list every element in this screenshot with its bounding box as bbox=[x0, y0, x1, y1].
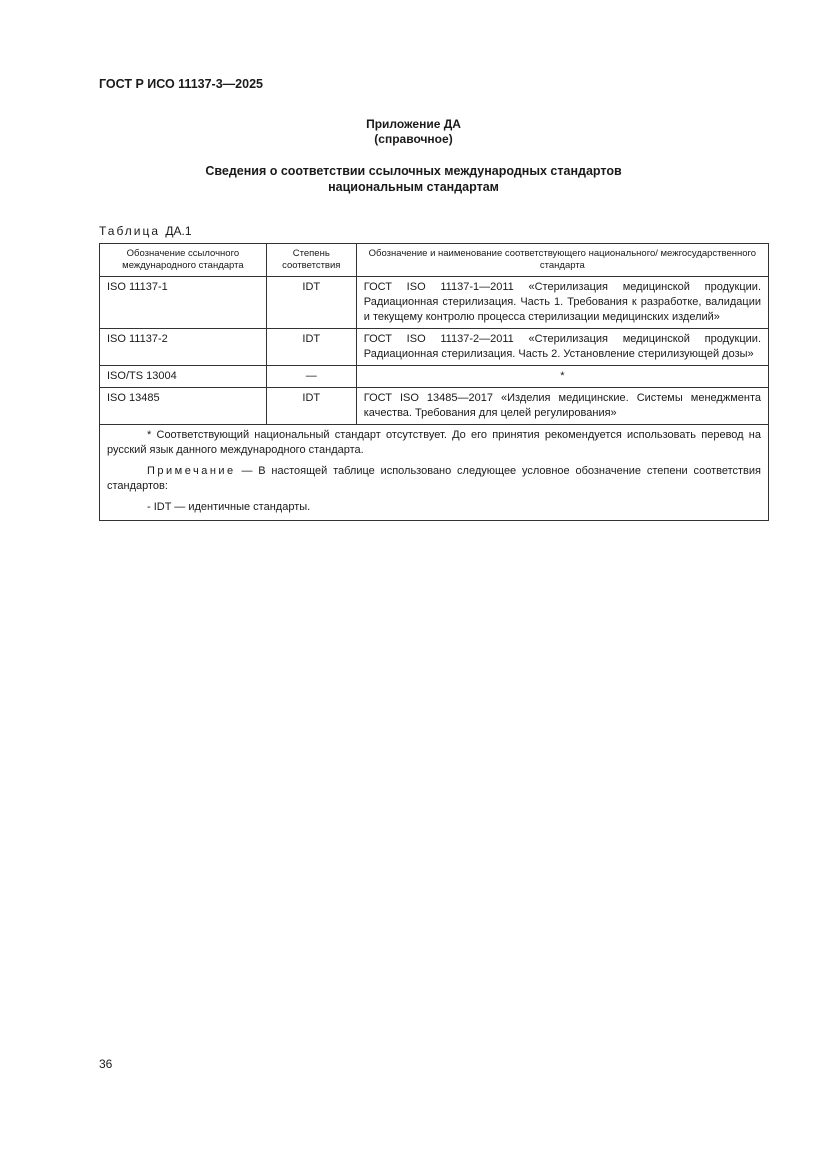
cell-degree: IDT bbox=[266, 329, 356, 366]
cell-reference: ISO 13485 bbox=[100, 388, 267, 425]
cell-reference: ISO 11137-1 bbox=[100, 277, 267, 329]
cell-degree: — bbox=[266, 366, 356, 388]
cell-national: ГОСТ ISO 11137-2—2011 «Стерилизация медицинской продукции. Радиационная стерилизация. Часть 2. Установление стерилизующей дозы» bbox=[356, 329, 768, 366]
table-row bbox=[100, 366, 769, 388]
table-footer-row bbox=[100, 425, 769, 521]
cell-national: ГОСТ ISO 13485—2017 «Изделия медицинские. Системы менеджмента качества. Требования для целей регулирования» bbox=[356, 388, 768, 425]
annex-heading-line-2: национальным стандартам bbox=[328, 180, 499, 194]
page-number: 36 bbox=[99, 1057, 113, 1071]
cell-national: * bbox=[356, 366, 768, 388]
annex-label: Приложение ДА bbox=[366, 117, 461, 131]
header-reference-standard: Обозначение ссылочного международного стандарта bbox=[100, 244, 267, 277]
table-caption bbox=[99, 224, 192, 238]
table-header-row bbox=[100, 244, 769, 277]
document-code: ГОСТ Р ИСО 11137-3—2025 bbox=[99, 77, 263, 91]
cell-reference: ISO/TS 13004 bbox=[100, 366, 267, 388]
table-row bbox=[100, 388, 769, 425]
standards-table bbox=[99, 243, 769, 521]
table-row bbox=[100, 277, 769, 329]
table-row bbox=[100, 329, 769, 366]
cell-national: ГОСТ ISO 11137-1—2011 «Стерилизация медицинской продукции. Радиационная стерилизация. Часть 1. Требования к разработке, валидации и текущему контролю процесса стерилизации медицинских изделий» bbox=[356, 277, 768, 329]
table-footnotes bbox=[100, 425, 769, 521]
header-national-standard: Обозначение и наименование соответствующего национального/ межгосударственного стандарта bbox=[356, 244, 768, 277]
footnote: * Соответствующий национальный стандарт отсутствует. До его принятия рекомендуется использовать перевод на русский язык данного международного стандарта. bbox=[107, 429, 761, 456]
annex-title bbox=[0, 117, 827, 147]
note-list-item: - IDT — идентичные стандарты. bbox=[147, 501, 311, 513]
annex-heading bbox=[0, 163, 827, 195]
note-text: — В настоящей таблице использовано следующее условное обозначение степени соответствия стандартов: bbox=[107, 465, 761, 492]
annex-subtitle: (справочное) bbox=[374, 132, 453, 146]
cell-degree: IDT bbox=[266, 277, 356, 329]
cell-reference: ISO 11137-2 bbox=[100, 329, 267, 366]
cell-degree: IDT bbox=[266, 388, 356, 425]
annex-heading-line-1: Сведения о соответствии ссылочных международных стандартов bbox=[205, 164, 622, 178]
note bbox=[107, 464, 761, 494]
note-label: Примечание bbox=[147, 465, 236, 477]
table-caption-number: ДА.1 bbox=[165, 224, 192, 238]
header-degree: Степень соответствия bbox=[266, 244, 356, 277]
table-caption-label: Таблица bbox=[99, 224, 161, 238]
